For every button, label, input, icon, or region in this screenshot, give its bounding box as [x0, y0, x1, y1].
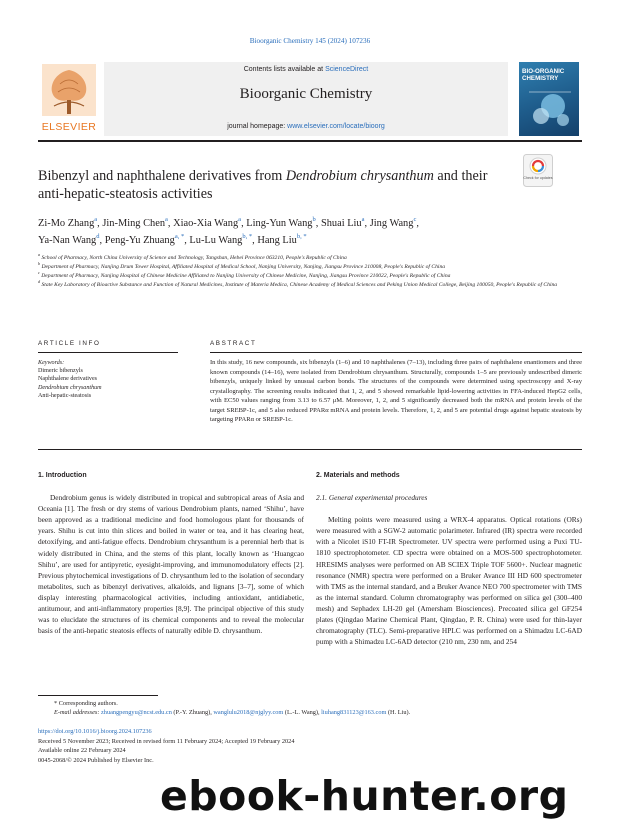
publisher-name: ELSEVIER	[41, 121, 97, 133]
journal-citation[interactable]: Bioorganic Chemistry 145 (2024) 107236	[249, 37, 371, 45]
homepage-link[interactable]: www.elsevier.com/locate/bioorg	[287, 123, 385, 130]
homepage-prefix: journal homepage:	[227, 123, 288, 130]
author[interactable]: Hang Liu$^{b, *}$	[257, 233, 307, 246]
affiliation: $^b$ Department of Pharmacy, Nanjing Drum Tower Hospital, Affiliated Hospital of Medical School, Nanjing University, Nanjing, Jiangsu Province 210008, People's Republic of China	[38, 261, 446, 271]
journal-title: Bioorganic Chemistry	[239, 86, 373, 102]
available-online: Available online 22 February 2024	[38, 747, 126, 754]
abstract-rule	[210, 352, 582, 353]
email-label: E-mail addresses:	[54, 709, 101, 716]
author[interactable]: Jin-Ming Chen$^a$,	[102, 216, 174, 229]
section-heading-methods: 2. Materials and methods	[316, 472, 400, 479]
email-owner: (H. Liu).	[386, 709, 411, 716]
header-divider	[38, 140, 582, 142]
cover-title: BIO-ORGANIC CHEMISTRY	[522, 68, 565, 82]
copyright: 0045-2068/© 2024 Published by Elsevier Inc.	[38, 756, 154, 764]
article-title	[38, 167, 508, 203]
keywords-label: Keywords:	[38, 360, 65, 366]
methods-paragraph: Melting points were measured using a WRX-4 apparatus. Optical rotations (ORs) were measured with a SGW-2 automatic polarimeter. Infrared (IR) spectra were recorded with a Nicolet iS10 FT-IR Spectrometer. UV spectra were performed using a Puxi TU-1810 spectrophotometer. CD spectra were obtained on a MOS-500 spectrophotometer. HRESIMS analyses were performed on AB SCIEX Triple TOF 5600+. Nuclear magnetic resonance (NMR) spectra were performed on a Bruker Avance III HD 600 spectrometer with TMS as the internal standard, and a Bruker Avance NEO 700 spectrometer with TMS as the internal standard. Column chromatography was performed on silica gel (300–400 mesh) and Sephadex LH-20 gel (Amersham Biosciences). Precoated silica gel GF254 plates (Qingdao Marine Chemical Plant, Qingdao, P. R. China) were used for thin-layer chromatography (TLC). Semi-preparative HPLC was performed on a Shimadzu LC-6AD pump with a Shimadzu LC-6AD detector (210 nm, 230 nm, and 254	[316, 515, 582, 647]
title-species: Dendrobium chrysanthum	[285, 168, 434, 184]
contents-prefix: Contents lists available at	[243, 66, 326, 73]
author[interactable]: Zi-Mo Zhang$^a$,	[38, 216, 103, 229]
section-heading-introduction: 1. Introduction	[38, 472, 87, 479]
abstract-heading: ABSTRACT	[210, 340, 257, 347]
introduction-paragraph: Dendrobium genus is widely distributed in tropical and subtropical areas of Asia and Oceania [1]. The fresh or dry stems of various Dendrobium plants, named ‘Shihu’, have been approved as a traditional medicine and food homologous plant for thousands of years. Shihu is cut into thin slices and boiled in water or tea, and it has clearing heat, detoxifying, and anti-fatigue effects. Dendrobium chrysanthum is a perennial herb that is widely distributed in China, and the stems of this plant, locally known as ‘Huangcao Shihu’, are used for antipyretic, eyesight-improving, and immunomodulatory effects [2]. Previous phytochemical investigations of D. chrysanthum led to the isolation of secondary metabolites, such as bibenzyl derivatives, alkaloids, and lignans [3–7], some of which display interesting pharmacological activities, including antioxidant, antidiabetic, antitumour, and anti-inflammatory properties [8,9]. The principal objective of this study was to elucidate the structures of its chemical components and to reveal the molecular basis of the anti-hepatic steatosis effects of naturally edible D. chrysanthum.	[38, 493, 304, 636]
email-owner: (L.-L. Wang),	[283, 709, 322, 716]
sciencedirect-link[interactable]: ScienceDirect	[325, 66, 369, 73]
affiliations	[38, 254, 584, 290]
affiliation: $^a$ School of Pharmacy, North China University of Science and Technology, Tangshan, Hebei Province 063210, People's Republic of China	[38, 252, 347, 261]
affiliation: $^d$ State Key Laboratory of Bioactive Substance and Function of Natural Medicines, Institute of Materia Medica, Chinese Academy of Medical Sciences and Peking Union Medical College, Beijing 100050, People's Republic of China	[38, 279, 558, 289]
elsevier-logo	[38, 62, 100, 136]
email-link[interactable]: zhuangpengyu@ncst.edu.cn	[101, 709, 172, 716]
author[interactable]: Shuai Liu$^a$,	[320, 216, 370, 229]
journal-homepage	[104, 123, 508, 130]
title-part-1: Bibenzyl and naphthalene derivatives from	[38, 168, 286, 184]
abstract-bottom-rule	[38, 449, 582, 450]
footnotes	[38, 699, 584, 717]
email-link[interactable]: wanglulu2018@njglyy.com	[213, 709, 284, 716]
journal-cover-image	[519, 62, 579, 136]
keywords-block	[38, 359, 188, 400]
check-updates-icon	[523, 154, 553, 187]
left-column	[38, 470, 304, 636]
footnote-rule	[38, 695, 158, 696]
author[interactable]: Jing Wang$^c$,	[369, 216, 419, 229]
abstract-text: In this study, 16 new compounds, six bibenzyls (1–6) and 10 naphthalenes (7–13), including three pairs of naphthalene enantiomers and three known compounds (14–16), were isolated from Dendrobium chrysanthum. Structurally, compounds 1–5 are previously undescribed dimeric bibenzyls, uniquely linked by unusual carbon bonds. The structures of the compounds were determined using spectroscopy and X-ray crystallography. The screening results indicated that 1, 2, and 5 showed remarkable lipid-lowering activities in FFA-induced HepG2 cells, with EC50 values ranging from 3.13 to 6.57 μM. Moreover, 1, 2, and 5 significantly decreased both the mRNA and protein levels of the target SREBP-1c, and 5 also reduced PPARα mRNA and protein levels. Therefore, 1, 2, and 5 are potential drugs against hepatic steatosis by targeting PPARα or SREBP-1c.	[210, 359, 582, 423]
email-addresses	[38, 708, 584, 717]
doi-link[interactable]: https://doi.org/10.1016/j.bioorg.2024.107236	[38, 728, 152, 735]
publication-meta	[38, 727, 584, 765]
right-column	[316, 470, 582, 647]
author[interactable]: Peng-Yu Zhuang$^{a, *}$,	[104, 233, 190, 246]
article-info-heading: ARTICLE INFO	[38, 340, 101, 347]
email-owner: (P.-Y. Zhuang),	[171, 709, 214, 716]
check-for-updates-button[interactable]	[523, 154, 553, 187]
author-list	[38, 215, 558, 249]
email-link[interactable]: liuhang831123@163.com	[321, 709, 387, 716]
check-updates-label: Check for updates	[523, 176, 553, 180]
corresponding-note: * Corresponding authors.	[54, 700, 118, 707]
subsection-heading-general: 2.1. General experimental procedures	[316, 493, 428, 503]
received-dates: Received 5 November 2023; Received in revised form 11 February 2024; Accepted 19 February 2024	[38, 737, 295, 745]
author[interactable]: Ling-Yun Wang$^b$,	[246, 216, 321, 229]
keyword: Naphthalene derivatives	[38, 376, 98, 383]
keyword: Anti-hepatic-steatosis	[38, 392, 92, 399]
affiliation: $^c$ Department of Pharmacy, Nanjing Hospital of Chinese Medicine Affiliated to Nanjing University of Chinese Medicine, Nanjing, Jiangsu Province 210022, People's Republic of China	[38, 270, 451, 280]
author[interactable]: Xiao-Xia Wang$^a$,	[173, 216, 247, 229]
article-info-rule	[38, 352, 178, 353]
title-part-2: and their anti-hepatic-steatosis activities	[38, 168, 488, 202]
author[interactable]: Ya-Nan Wang$^d$,	[38, 233, 105, 246]
contents-line	[104, 66, 508, 73]
watermark: ebook-hunter.org	[160, 772, 569, 820]
author[interactable]: Lu-Lu Wang$^{b, *}$,	[189, 233, 258, 246]
keyword: Dendrobium chrysanthum	[38, 384, 102, 391]
keyword: Dimeric bibenzyls	[38, 368, 83, 375]
cover-art-icon	[519, 62, 579, 136]
